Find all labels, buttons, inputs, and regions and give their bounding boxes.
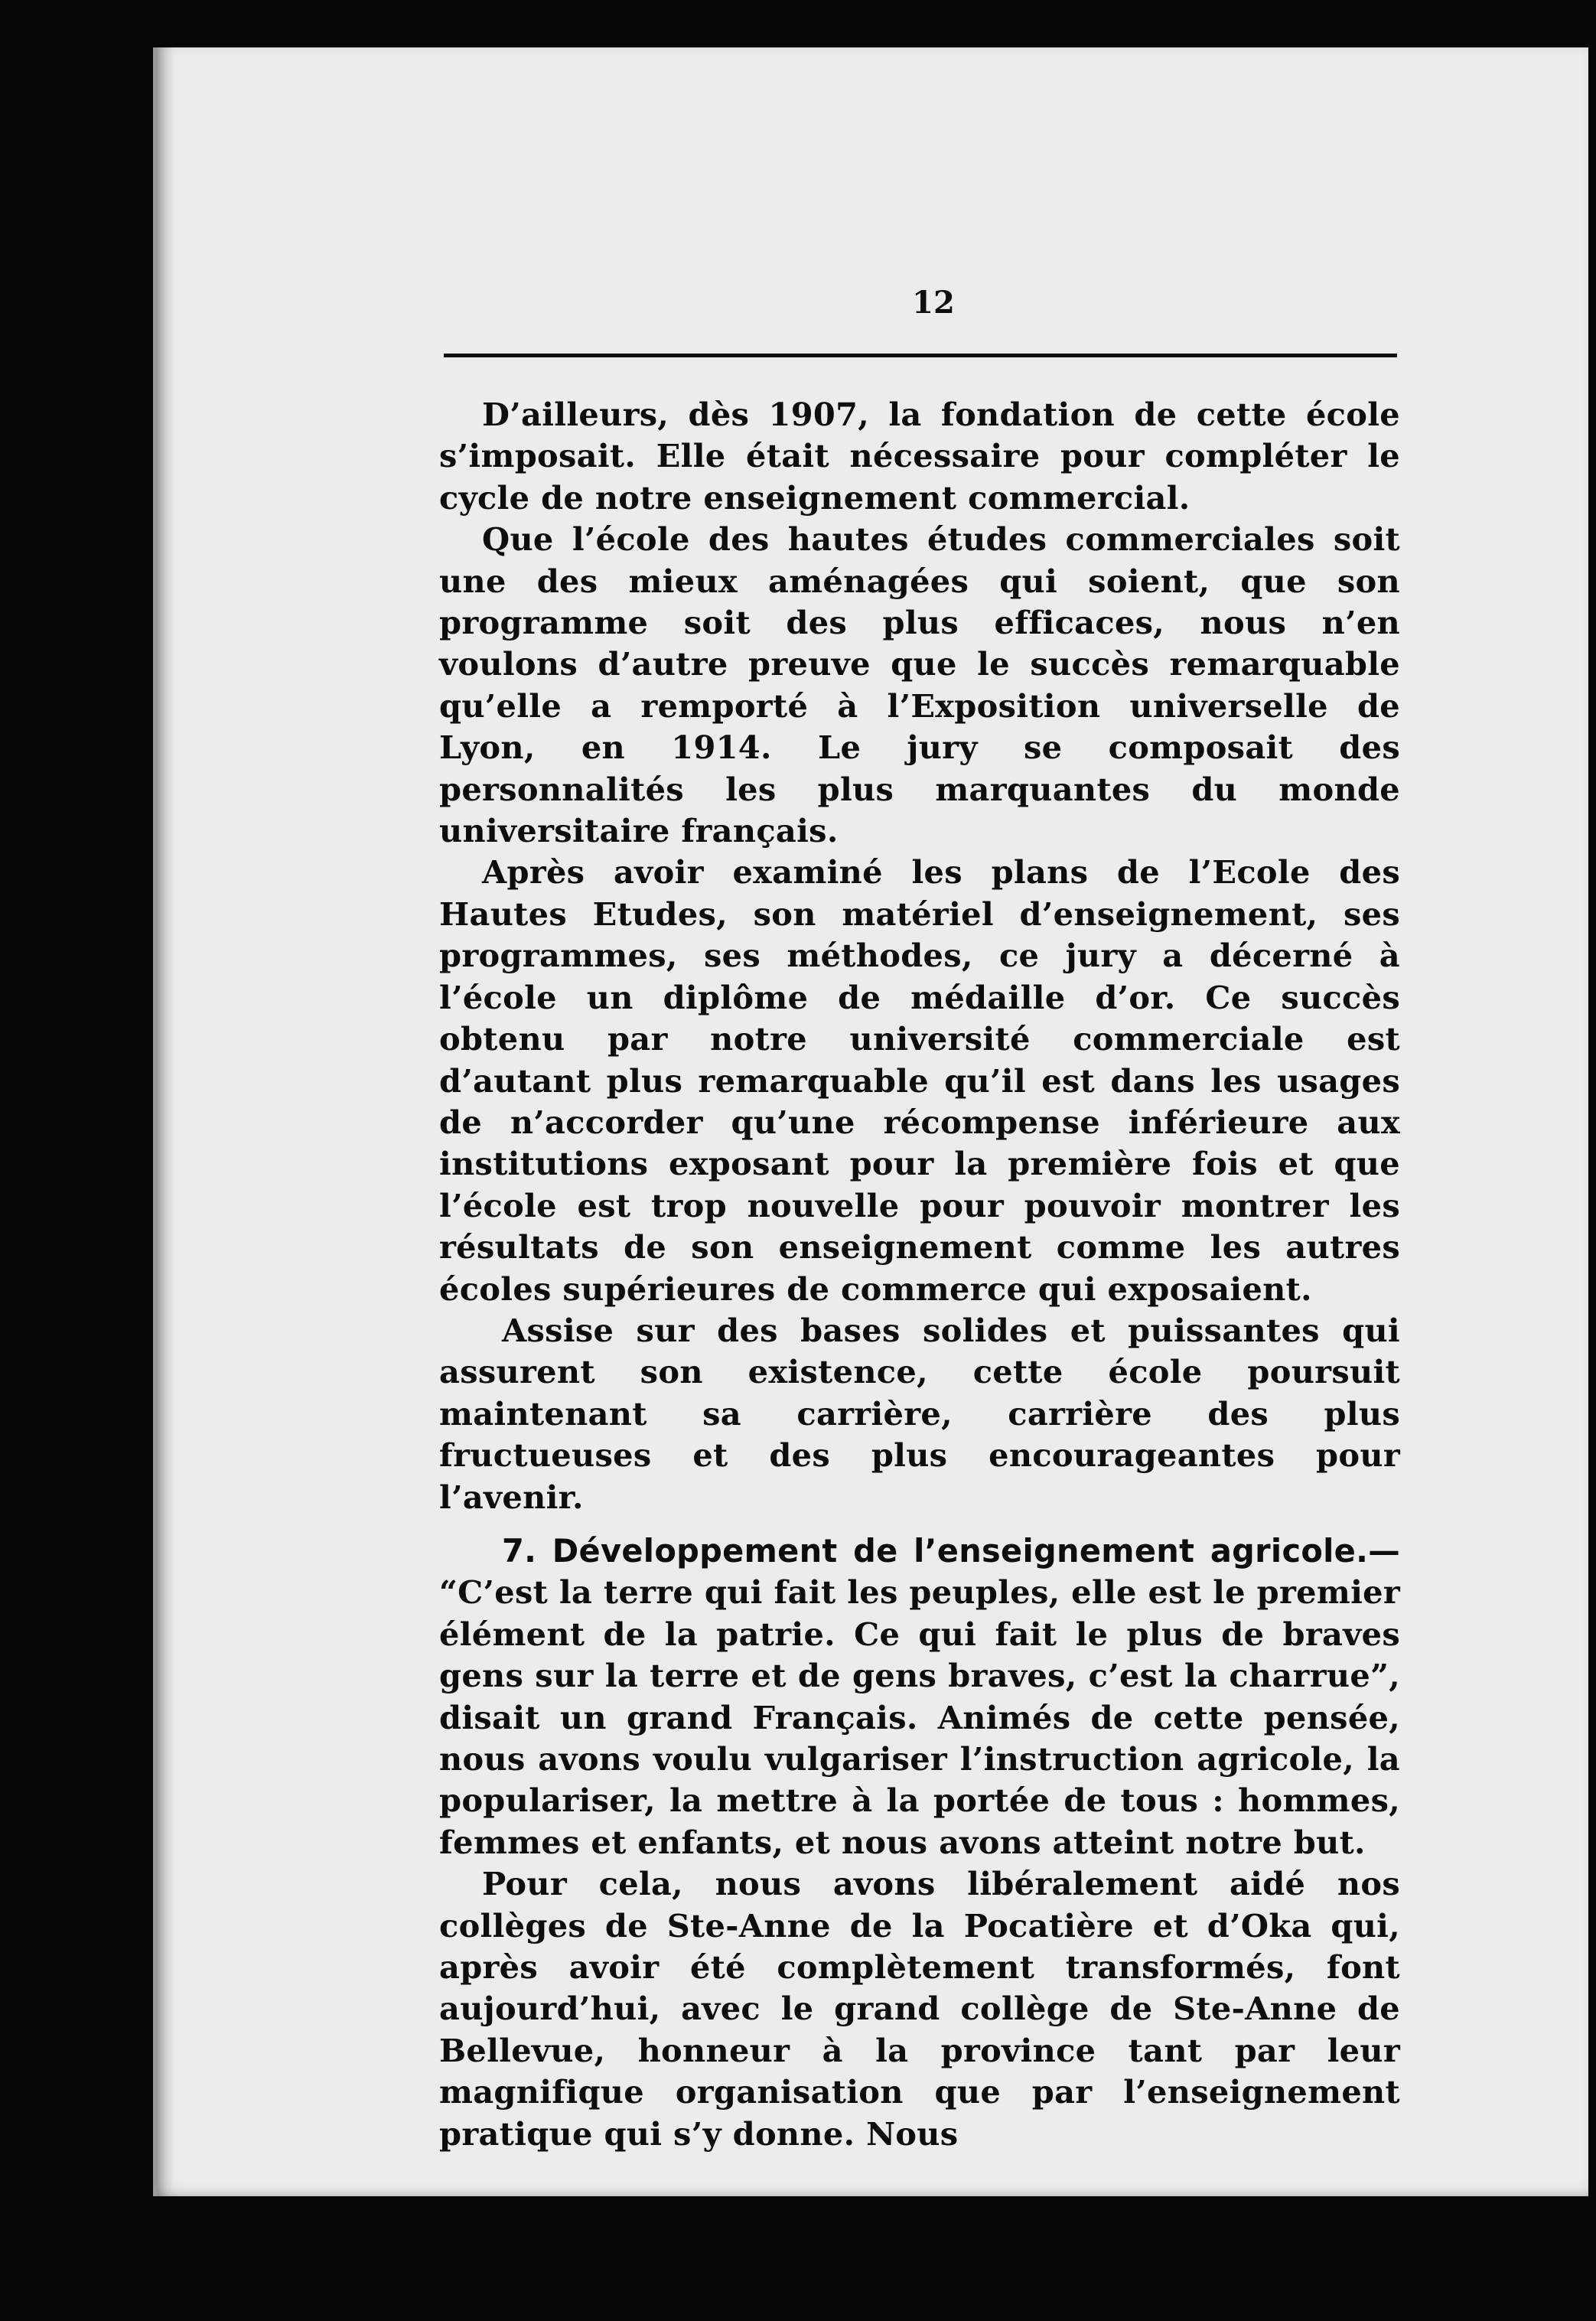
section-paragraph: Pour cela, nous avons libéralement aidé nos collèges de Ste-Anne de la Pocatière et d’Oka qui, après avoir été complètement transformés, font aujourd’hui, avec le grand collège de Ste-Anne de Bellevue, honneur à la province tant par leur magnifique organisation que par l’enseignement pratique qui s’y donne. Nous <box>439 1865 1400 2153</box>
section-title: 7. Développement de l’enseignement agricole.— <box>502 1531 1400 1570</box>
paragraph: Que l’école des hautes études commerciales soit une des mieux aménagées qui soient, que son programme soit des plus efficaces, nous n’en voulons d’autre preuve que le succès remarquable qu’elle a remporté à l’Exposition universelle de Lyon, en 1914. Le jury se composait des personnalités les plus marquantes du monde universitaire français. <box>439 520 1400 850</box>
section-gap <box>439 1518 1400 1530</box>
page-number: 12 <box>912 285 955 321</box>
paragraph: Après avoir examiné les plans de l’Ecole des Hautes Etudes, son matériel d’enseignement, ses programmes, ses méthodes, ce jury a décerné à l’école un diplôme de médaille d’or. Ce succès obtenu par notre université commerciale est d’autant plus remarquable qu’il est dans les usages de n’accorder qu’une récompense inférieure aux institutions exposant pour la première fois et que l’école est trop nouvelle pour pouvoir montrer les résultats de son enseignement comme les autres écoles supérieures de commerce qui exposaient. <box>439 853 1400 1308</box>
section-paragraph-lead: “C’est la terre qui fait les peuples, elle est le premier élément de la patrie. Ce qui fait le plus de braves gens sur la terre et de gens braves, c’est la charrue”, disait un grand Français. Animés de cette pensée, nous avons voulu vulgariser l’instruction agricole, la populariser, la mettre à la portée de tous : hommes, femmes et enfants, et nous avons atteint notre but. <box>439 1573 1400 1861</box>
paragraph: Assise sur des bases solides et puissantes qui assurent son existence, cette école poursuit maintenant sa carrière, carrière des plus fructueuses et des plus encourageantes pour l’avenir. <box>439 1311 1400 1516</box>
header-rule <box>444 354 1397 357</box>
paragraph: D’ailleurs, dès 1907, la fondation de cette école s’imposait. Elle était nécessaire pour compléter le cycle de notre enseignement commercial. <box>439 396 1400 517</box>
body-text <box>439 394 1400 2155</box>
section-heading-paragraph <box>439 1530 1400 1863</box>
